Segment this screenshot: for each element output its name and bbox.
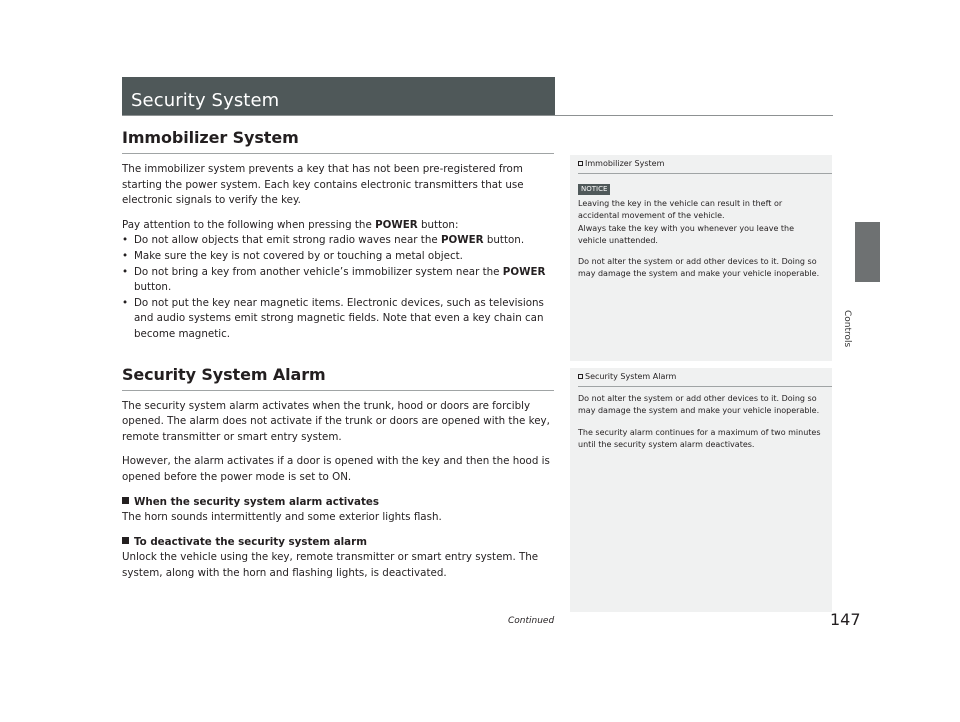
note-title: Immobilizer System — [578, 155, 824, 170]
note-title: Security System Alarm — [578, 368, 824, 383]
immobilizer-note-box — [570, 155, 832, 361]
continued-label: Continued — [508, 616, 555, 626]
attention-line: Pay attention to the following when pressing the POWER button: — [122, 218, 459, 231]
alarm-heading: Security System Alarm — [122, 364, 326, 384]
page-title: Security System — [131, 90, 280, 111]
chapter-tab — [855, 222, 880, 282]
note-line: Do not alter the system or add other devices to it. Doing so may damage the system and make your vehicle inoperable. — [578, 394, 820, 416]
list-item: • Do not bring a key from another vehicle’s immobilizer system near the POWER button. — [122, 265, 546, 294]
heading-rule — [122, 390, 554, 391]
page-number: 147 — [830, 610, 861, 629]
alarm-sub-heading-1: When the security system alarm activates — [122, 495, 554, 511]
alarm-sub-text-1: The horn sounds intermittently and some exterior lights flash. — [122, 511, 442, 524]
reference-marker-icon — [578, 374, 583, 379]
square-bullet-icon — [122, 537, 129, 544]
list-item: • Do not allow objects that emit strong radio waves near the POWER button. — [122, 234, 525, 247]
immobilizer-intro: The immobilizer system prevents a key that has not been pre-registered from starting the power system. Each key contains electronic transmitters that use electronic signals to verify the key. — [122, 163, 524, 207]
note-line: Do not alter the system or add other devices to it. Doing so may damage the system and make your vehicle inoperable. — [578, 257, 820, 279]
immobilizer-bullet-list — [122, 233, 554, 342]
notice-badge: NOTICE — [578, 184, 610, 195]
page-title-banner — [122, 77, 555, 116]
chapter-label: Controls — [842, 310, 852, 348]
alarm-note-box — [570, 368, 832, 612]
list-item: • Make sure the key is not covered by or touching a metal object. — [122, 249, 463, 262]
note-line: Always take the key with you whenever you leave the vehicle unattended. — [578, 223, 795, 245]
immobilizer-heading: Immobilizer System — [122, 128, 299, 147]
reference-marker-icon — [578, 161, 583, 166]
alarm-sub-heading-2: To deactivate the security system alarm — [122, 535, 554, 551]
heading-rule — [122, 153, 554, 154]
header-rule — [122, 115, 833, 116]
list-item: • Do not put the key near magnetic items. Electronic devices, such as televisions and audio systems emit strong magnetic fields. Note that even a key chain can become magnetic. — [122, 296, 544, 340]
square-bullet-icon — [122, 497, 129, 504]
note-line: Leaving the key in the vehicle can result in theft or accidental movement of the vehicle. — [578, 199, 783, 221]
main-column — [122, 128, 554, 581]
alarm-para-2: However, the alarm activates if a door is opened with the key and then the hood is opened before the power mode is set to ON. — [122, 455, 550, 483]
note-line: The security alarm continues for a maximum of two minutes until the security system alarm deactivates. — [578, 427, 821, 449]
alarm-sub-text-2: Unlock the vehicle using the key, remote transmitter or smart entry system. The system, along with the horn and flashing lights, is deactivated. — [122, 551, 539, 579]
alarm-para-1: The security system alarm activates when the trunk, hood or doors are forcibly opened. The alarm does not activate if the trunk or doors are opened with the key, remote transmitter or smart entry system. — [122, 399, 550, 443]
